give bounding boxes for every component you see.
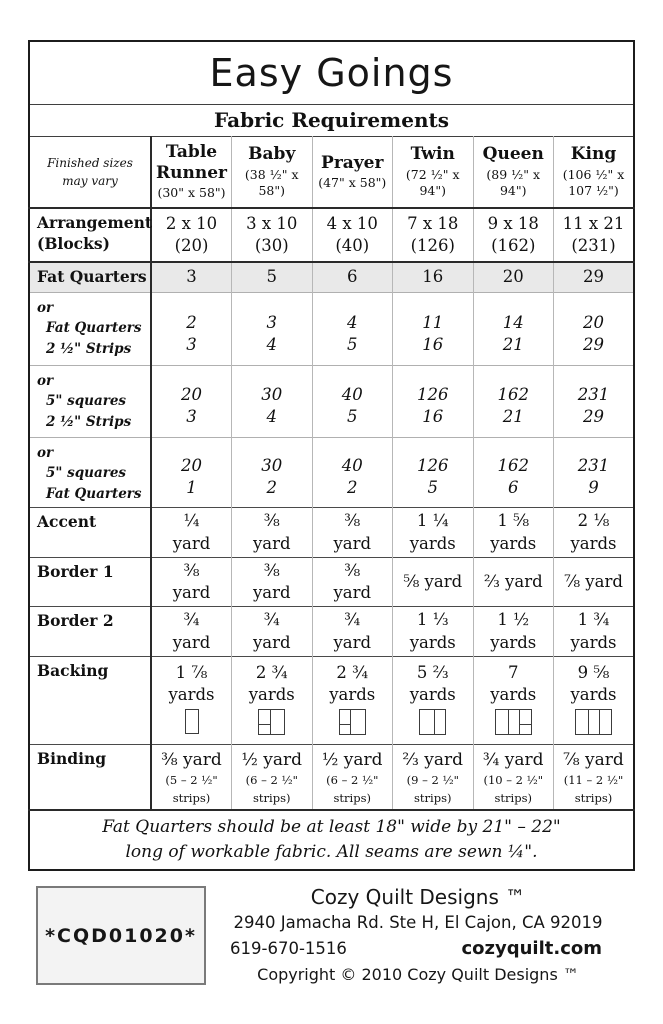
cell-or-squares-strips-prayer: 40 5 <box>312 365 393 437</box>
cell-accent-queen: 1 ⅝ yards <box>473 508 554 558</box>
cell-arrangement-queen: 9 x 18 (162) <box>473 208 554 262</box>
corner-note-line1: Finished sizes <box>47 155 133 170</box>
cell-or-squares-strips-king: 231 29 <box>554 365 635 437</box>
cell-backing-king: 9 ⅝ yards <box>554 656 635 744</box>
cell-arrangement-table-runner: 2 x 10 (20) <box>151 208 232 262</box>
column-name: Queen <box>482 144 544 165</box>
cell-border-2-queen: 1 ½ yards <box>473 607 554 657</box>
subtitle-row <box>29 104 634 136</box>
table-row-border-1 <box>29 557 634 607</box>
column-name: Table Runner <box>156 141 227 184</box>
cell-arrangement-twin: 7 x 18 (126) <box>393 208 474 262</box>
table-row-accent <box>29 508 634 558</box>
cell-border-2-baby: ¾ yard <box>232 607 313 657</box>
cell-or-squares-fat-quarters-prayer: 40 2 <box>312 437 393 508</box>
column-header-row <box>29 136 634 208</box>
cell-accent-baby: ⅜ yard <box>232 508 313 558</box>
cell-binding-king: ⅞ yard (11 – 2 ½" strips) <box>554 744 635 810</box>
cell-or-squares-strips-queen: 162 21 <box>473 365 554 437</box>
column-dimensions: (106 ½" x 107 ½") <box>562 166 625 198</box>
company-address: 2940 Jamacha Rd. Ste H, El Cajon, CA 92019 <box>233 913 603 932</box>
row-label-fat-quarters: Fat Quarters <box>29 262 151 292</box>
company-name: Cozy Quilt Designs ™ <box>310 885 526 909</box>
row-label-or-squares-fat-quarters: or 5" squares Fat Quarters <box>29 437 151 508</box>
column-name: Baby <box>248 144 296 165</box>
column-dimensions: (30" x 58") <box>157 185 226 201</box>
cell-accent-twin: 1 ¼ yards <box>393 508 474 558</box>
cell-fat-quarters-king: 29 <box>554 262 635 292</box>
cell-binding-baby: ½ yard (6 – 2 ½" strips) <box>232 744 313 810</box>
cell-border-2-twin: 1 ⅓ yards <box>393 607 474 657</box>
cell-or-fat-quarters-strips-baby: 3 4 <box>232 292 313 365</box>
cell-arrangement-prayer: 4 x 10 (40) <box>312 208 393 262</box>
cell-fat-quarters-table-runner: 3 <box>151 262 232 292</box>
cell-accent-king: 2 ⅛ yards <box>554 508 635 558</box>
cell-accent-prayer: ⅜ yard <box>312 508 393 558</box>
backing-diagram-three-panel-right-split <box>495 709 532 735</box>
cell-arrangement-king: 11 x 21 (231) <box>554 208 635 262</box>
item-code: *CQD01020* <box>45 924 197 947</box>
cell-or-squares-strips-twin: 126 16 <box>393 365 474 437</box>
cell-binding-queen: ¾ yard (10 – 2 ½" strips) <box>473 744 554 810</box>
table-row-binding <box>29 744 634 810</box>
column-name: Prayer <box>321 152 384 173</box>
table-footnote <box>29 810 634 869</box>
phone-website-line <box>228 936 608 962</box>
column-header-prayer <box>312 136 393 208</box>
column-dimensions: (38 ½" x 58") <box>244 166 299 198</box>
cell-or-squares-strips-baby: 30 4 <box>232 365 313 437</box>
row-label-border-2: Border 2 <box>29 607 151 657</box>
row-label-or-fat-quarters-strips: or Fat Quarters 2 ½" Strips <box>29 292 151 365</box>
cell-or-fat-quarters-strips-king: 20 29 <box>554 292 635 365</box>
row-label-border-1: Border 1 <box>29 557 151 607</box>
cell-border-1-table-runner: ⅜ yard <box>151 557 232 607</box>
row-label-backing: Backing <box>29 656 151 744</box>
row-label-accent: Accent <box>29 508 151 558</box>
title-row <box>29 41 634 104</box>
cell-fat-quarters-baby: 5 <box>232 262 313 292</box>
cell-border-1-twin: ⅝ yard <box>393 557 474 607</box>
cell-or-fat-quarters-strips-queen: 14 21 <box>473 292 554 365</box>
backing-diagram-two-panel-left-split <box>258 709 285 735</box>
company-block <box>228 884 608 988</box>
cell-or-fat-quarters-strips-prayer: 4 5 <box>312 292 393 365</box>
row-label-or-squares-strips: or 5" squares 2 ½" Strips <box>29 365 151 437</box>
column-name: Twin <box>410 144 455 165</box>
corner-note <box>29 136 151 208</box>
item-code-box <box>36 886 206 985</box>
backing-diagram-single-panel <box>185 709 199 734</box>
cell-fat-quarters-prayer: 6 <box>312 262 393 292</box>
cell-or-squares-fat-quarters-twin: 126 5 <box>393 437 474 508</box>
row-label-arrangement: Arrangement (Blocks) <box>29 208 151 262</box>
column-header-table-runner <box>151 136 232 208</box>
cell-backing-twin: 5 ⅔ yards <box>393 656 474 744</box>
footnote-line1: Fat Quarters should be at least 18" wide by 21" – 22" <box>102 817 561 838</box>
backing-diagram-three-panel <box>575 709 612 735</box>
cell-arrangement-baby: 3 x 10 (30) <box>232 208 313 262</box>
cell-border-1-king: ⅞ yard <box>554 557 635 607</box>
cell-backing-prayer: 2 ¾ yards <box>312 656 393 744</box>
cell-or-squares-fat-quarters-king: 231 9 <box>554 437 635 508</box>
cell-backing-baby: 2 ¾ yards <box>232 656 313 744</box>
pattern-title: Easy Goings <box>29 41 634 104</box>
column-name: King <box>570 144 617 165</box>
column-dimensions: (89 ½" x 94") <box>486 166 541 198</box>
backing-diagram-two-panel <box>419 709 446 735</box>
table-row-arrangement <box>29 208 634 262</box>
footnote-row <box>29 810 634 869</box>
cell-or-squares-strips-table-runner: 20 3 <box>151 365 232 437</box>
cell-backing-table-runner: 1 ⅞ yards <box>151 656 232 744</box>
cell-border-1-queen: ⅔ yard <box>473 557 554 607</box>
column-header-twin <box>393 136 474 208</box>
company-website: cozyquilt.com <box>461 938 602 959</box>
cell-border-1-prayer: ⅜ yard <box>312 557 393 607</box>
cell-or-fat-quarters-strips-twin: 11 16 <box>393 292 474 365</box>
cell-or-squares-fat-quarters-baby: 30 2 <box>232 437 313 508</box>
company-phone: 619-670-1516 <box>230 939 347 958</box>
column-header-baby <box>232 136 313 208</box>
footnote-line2: long of workable fabric. All seams are sewn ¼". <box>125 842 538 862</box>
column-header-king <box>554 136 635 208</box>
column-dimensions: (72 ½" x 94") <box>405 166 460 198</box>
table-row-backing <box>29 656 634 744</box>
column-header-queen <box>473 136 554 208</box>
cell-or-squares-fat-quarters-queen: 162 6 <box>473 437 554 508</box>
cell-fat-quarters-twin: 16 <box>393 262 474 292</box>
table-subtitle: Fabric Requirements <box>29 104 634 136</box>
table-row-border-2 <box>29 607 634 657</box>
cell-binding-table-runner: ⅜ yard (5 – 2 ½" strips) <box>151 744 232 810</box>
row-label-binding: Binding <box>29 744 151 810</box>
cell-or-fat-quarters-strips-table-runner: 2 3 <box>151 292 232 365</box>
cell-accent-table-runner: ¼ yard <box>151 508 232 558</box>
cell-border-2-prayer: ¾ yard <box>312 607 393 657</box>
cell-binding-prayer: ½ yard (6 – 2 ½" strips) <box>312 744 393 810</box>
cell-border-2-king: 1 ¾ yards <box>554 607 635 657</box>
table-row-or-fat-quarters-strips <box>29 292 634 365</box>
cell-border-1-baby: ⅜ yard <box>232 557 313 607</box>
corner-note-line2: may vary <box>62 173 118 188</box>
column-dimensions: (47" x 58") <box>318 174 387 190</box>
backing-diagram-two-panel-left-split <box>339 709 366 735</box>
cell-border-2-table-runner: ¾ yard <box>151 607 232 657</box>
cell-binding-twin: ⅔ yard (9 – 2 ½" strips) <box>393 744 474 810</box>
copyright-notice: Copyright © 2010 Cozy Quilt Designs ™ <box>257 965 579 984</box>
cell-fat-quarters-queen: 20 <box>473 262 554 292</box>
cell-backing-queen: 7 yards <box>473 656 554 744</box>
fabric-requirements-table <box>28 40 635 871</box>
cell-or-squares-fat-quarters-table-runner: 20 1 <box>151 437 232 508</box>
table-row-or-squares-fat-quarters <box>29 437 634 508</box>
table-row-fat-quarters <box>29 262 634 292</box>
table-row-or-squares-strips <box>29 365 634 437</box>
